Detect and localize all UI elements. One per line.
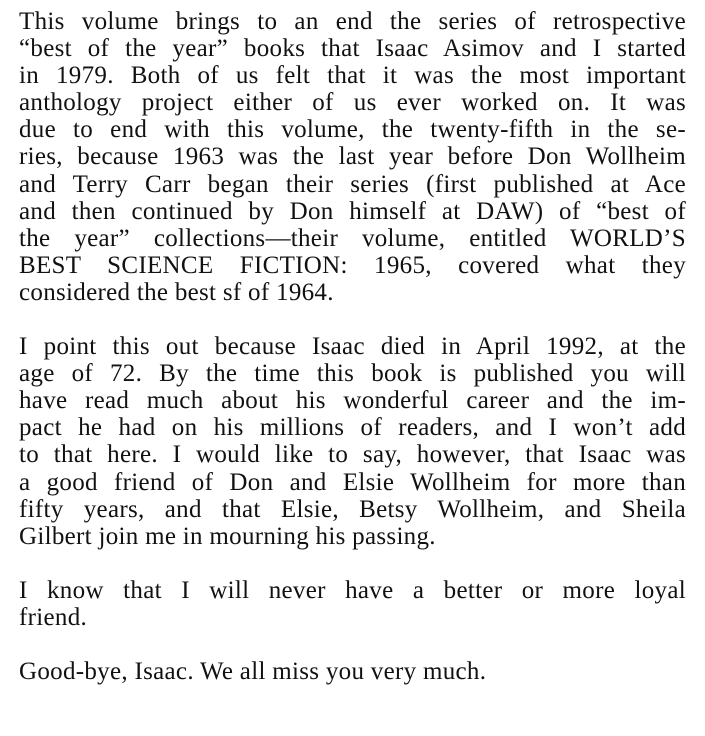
text-line: Good-bye, Isaac. We all miss you very much.: [19, 657, 487, 685]
text-line: friend.: [19, 603, 88, 631]
text-line: a good friend of Don and Elsie Wollheim for more than: [19, 468, 686, 496]
text-line: considered the best sf of 1964.: [19, 278, 334, 306]
paragraph-4: [19, 658, 686, 685]
text-line: to that here. I would like to say, however, that Isaac was: [19, 441, 686, 469]
paragraph-1: [19, 8, 686, 306]
paragraph-2: [19, 333, 686, 550]
text-line: I know that I will never have a better or more loyal: [19, 576, 686, 604]
text-line: in 1979. Both of us felt that it was the most important: [19, 62, 686, 90]
text-line: pact he had on his millions of readers, and I won’t add: [19, 414, 686, 442]
text-line: anthology project either of us ever worked on. It was: [19, 89, 686, 117]
paragraph-gap: [19, 550, 686, 577]
text-line: have read much about his wonderful career and the im-: [19, 387, 686, 415]
text-line: This volume brings to an end the series of retrospective: [19, 8, 686, 35]
text-line: age of 72. By the time this book is published you will: [19, 360, 686, 388]
text-line: due to end with this volume, the twenty-fifth in the se-: [19, 116, 686, 144]
text-line: and Terry Carr began their series (first published at Ace: [19, 170, 686, 198]
paragraph-gap: [19, 306, 686, 333]
paragraph-gap: [19, 631, 686, 658]
text-line: “best of the year” books that Isaac Asimov and I started: [19, 35, 686, 63]
text-line: I point this out because Isaac died in April 1992, at the: [19, 333, 686, 361]
document-page: [19, 8, 686, 685]
text-line: and then continued by Don himself at DAW) of “best of: [19, 197, 686, 225]
text-line: fifty years, and that Elsie, Betsy Wollheim, and Sheila: [19, 495, 686, 523]
text-line: BEST SCIENCE FICTION: 1965, covered what they: [19, 251, 686, 279]
text-line: the year” collections—their volume, entitled WORLD’S: [19, 224, 686, 252]
text-line: Gilbert join me in mourning his passing.: [19, 522, 436, 550]
paragraph-3: [19, 577, 686, 631]
text-line: ries, because 1963 was the last year before Don Wollheim: [19, 143, 686, 171]
